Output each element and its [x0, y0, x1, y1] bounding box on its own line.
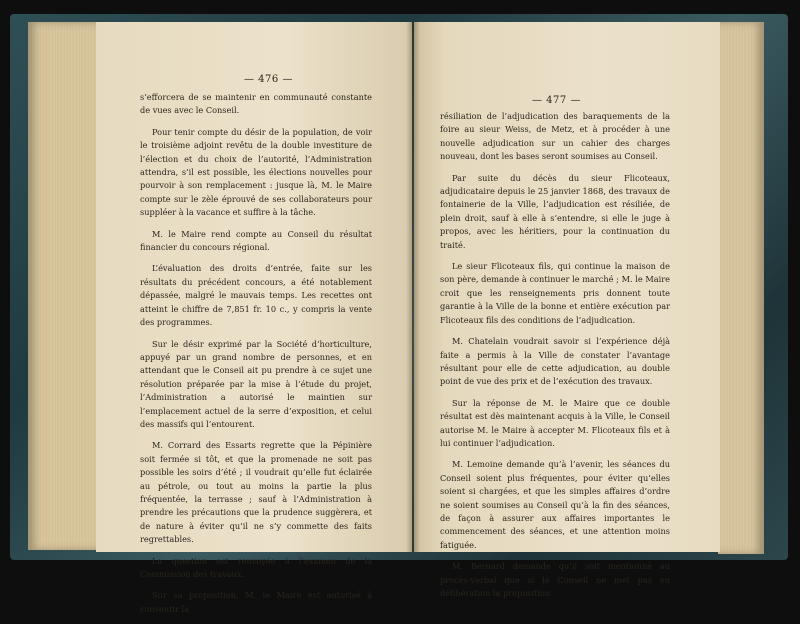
- paragraph: Sur la réponse de M. le Maire que ce double résultat est dès maintenant acquis à la Ville, le Conseil autorise M. le Maire à accepter M. Flicoteaux fils et à lui continuer l’adjudication.: [440, 397, 670, 448]
- paragraph: M. Bernard demande qu’il soit mentionné au procès-verbal que si le Conseil ne met pas en délibération la proposition: [440, 561, 670, 598]
- right-page: [414, 22, 720, 598]
- paragraph: M. Lemoine demande qu’à l’avenir, les séances du Conseil soient plus fréquentes, pour éviter qu’elles soient si chargées, et que les simples affaires d’ordre ne soient soumises au Conseil qu’à la fin des séances, de façon à assurer aux affaires importantes le commencement des séances, et une attention moins fatiguée.: [440, 459, 670, 550]
- paragraph: Le sieur Flicoteaux fils, qui continue la maison de son père, demande à continuer le marché ; M. le Maire croit que les renseignements pris donnent toute garantie à la Ville de la bonne et entière exécution par Flicoteaux fils des conditions de l’adjudication.: [440, 261, 670, 325]
- paragraph: M. Corrard des Essarts regrette que la Pépinière soit fermée si tôt, et que la promenade ne soit pas possible les soirs d’été ; il voudrait qu’elle fut éclairée au pétrole, ou tout au moins la partie la plus fréquentée, la terrasse ; sauf à l’Administration à prendre les précautions que la prudence suggèrera, et de nature à éviter qu’il ne s’y commette des faits regrettables.: [140, 440, 372, 545]
- page-text: [140, 91, 372, 624]
- paragraph: s’efforcera de se maintenir en communauté constante de vues avec le Conseil.: [140, 92, 372, 116]
- page-number: — 476 —: [244, 74, 293, 85]
- page-edges-left: [28, 22, 98, 550]
- paragraph: Pour tenir compte du désir de la population, de voir le troisième adjoint revêtu de la double investiture de l’élection et du choix de l’autorité, l’Administration attendra, s’il est possible, les élections nouvelles pour pourvoir à son remplacement : jusque là, M. le Maire compte sur le zèle éprouvé de ses collaborateurs pour suppléer à la vacance et suffire à la tâche.: [140, 126, 372, 218]
- page-number: — 477 —: [532, 95, 581, 106]
- paragraph: résiliation de l’adjudication des baraquements de la foire au sieur Weiss, de Metz, et à procéder à une nouvelle adjudication sur un cahier des charges nouveau, dont les bases seront soumises au Conseil.: [440, 111, 670, 162]
- paragraph: L’évaluation des droits d’entrée, faite sur les résultats du précédent concours, a été notablement dépassée, malgré le mauvais temps. Les recettes ont atteint le chiffre de 7,851 fr. 10 c., y compris la vente des programmes.: [140, 263, 372, 328]
- paragraph: M. Chatelain voudrait savoir si l’expérience déjà faite a permis à la Ville de constater l’avantage résultant pour elle de cette adjudication, au double point de vue des prix et de l’exécution des travaux.: [440, 336, 670, 387]
- paragraph: Sur sa proposition, M. le Maire est autorisé à consentir la: [140, 590, 372, 614]
- left-page: [96, 22, 412, 614]
- paragraph: Par suite du décès du sieur Flicoteaux, adjudicataire depuis le 25 janvier 1868, des travaux de fontainerie de la Ville, l’adjudication est résiliée, de plein droit, sauf à elle à s’entendre, si elle le juge à propos, avec les héritiers, pour la continuation du traité.: [440, 172, 670, 250]
- paragraph: Sur le désir exprimé par la Société d’horticulture, appuyé par un grand nombre de personnes, et en attendant que le Conseil ait pu prendre à ce sujet une résolution préparée par la mise à l’étude du projet, l’Administration a autorisé le maintien sur l’emplacement actuel de la serre d’exposition, et celui des massifs qui l’entourent.: [140, 338, 372, 429]
- paragraph: La question est renvoyée à l’examen de la Commission des travaux.: [140, 555, 372, 579]
- page-text: [440, 110, 670, 608]
- paragraph: M. le Maire rend compte au Conseil du résultat financier du concours régional.: [140, 228, 372, 253]
- page-edges-right: [718, 22, 764, 554]
- book-gutter: [406, 22, 420, 552]
